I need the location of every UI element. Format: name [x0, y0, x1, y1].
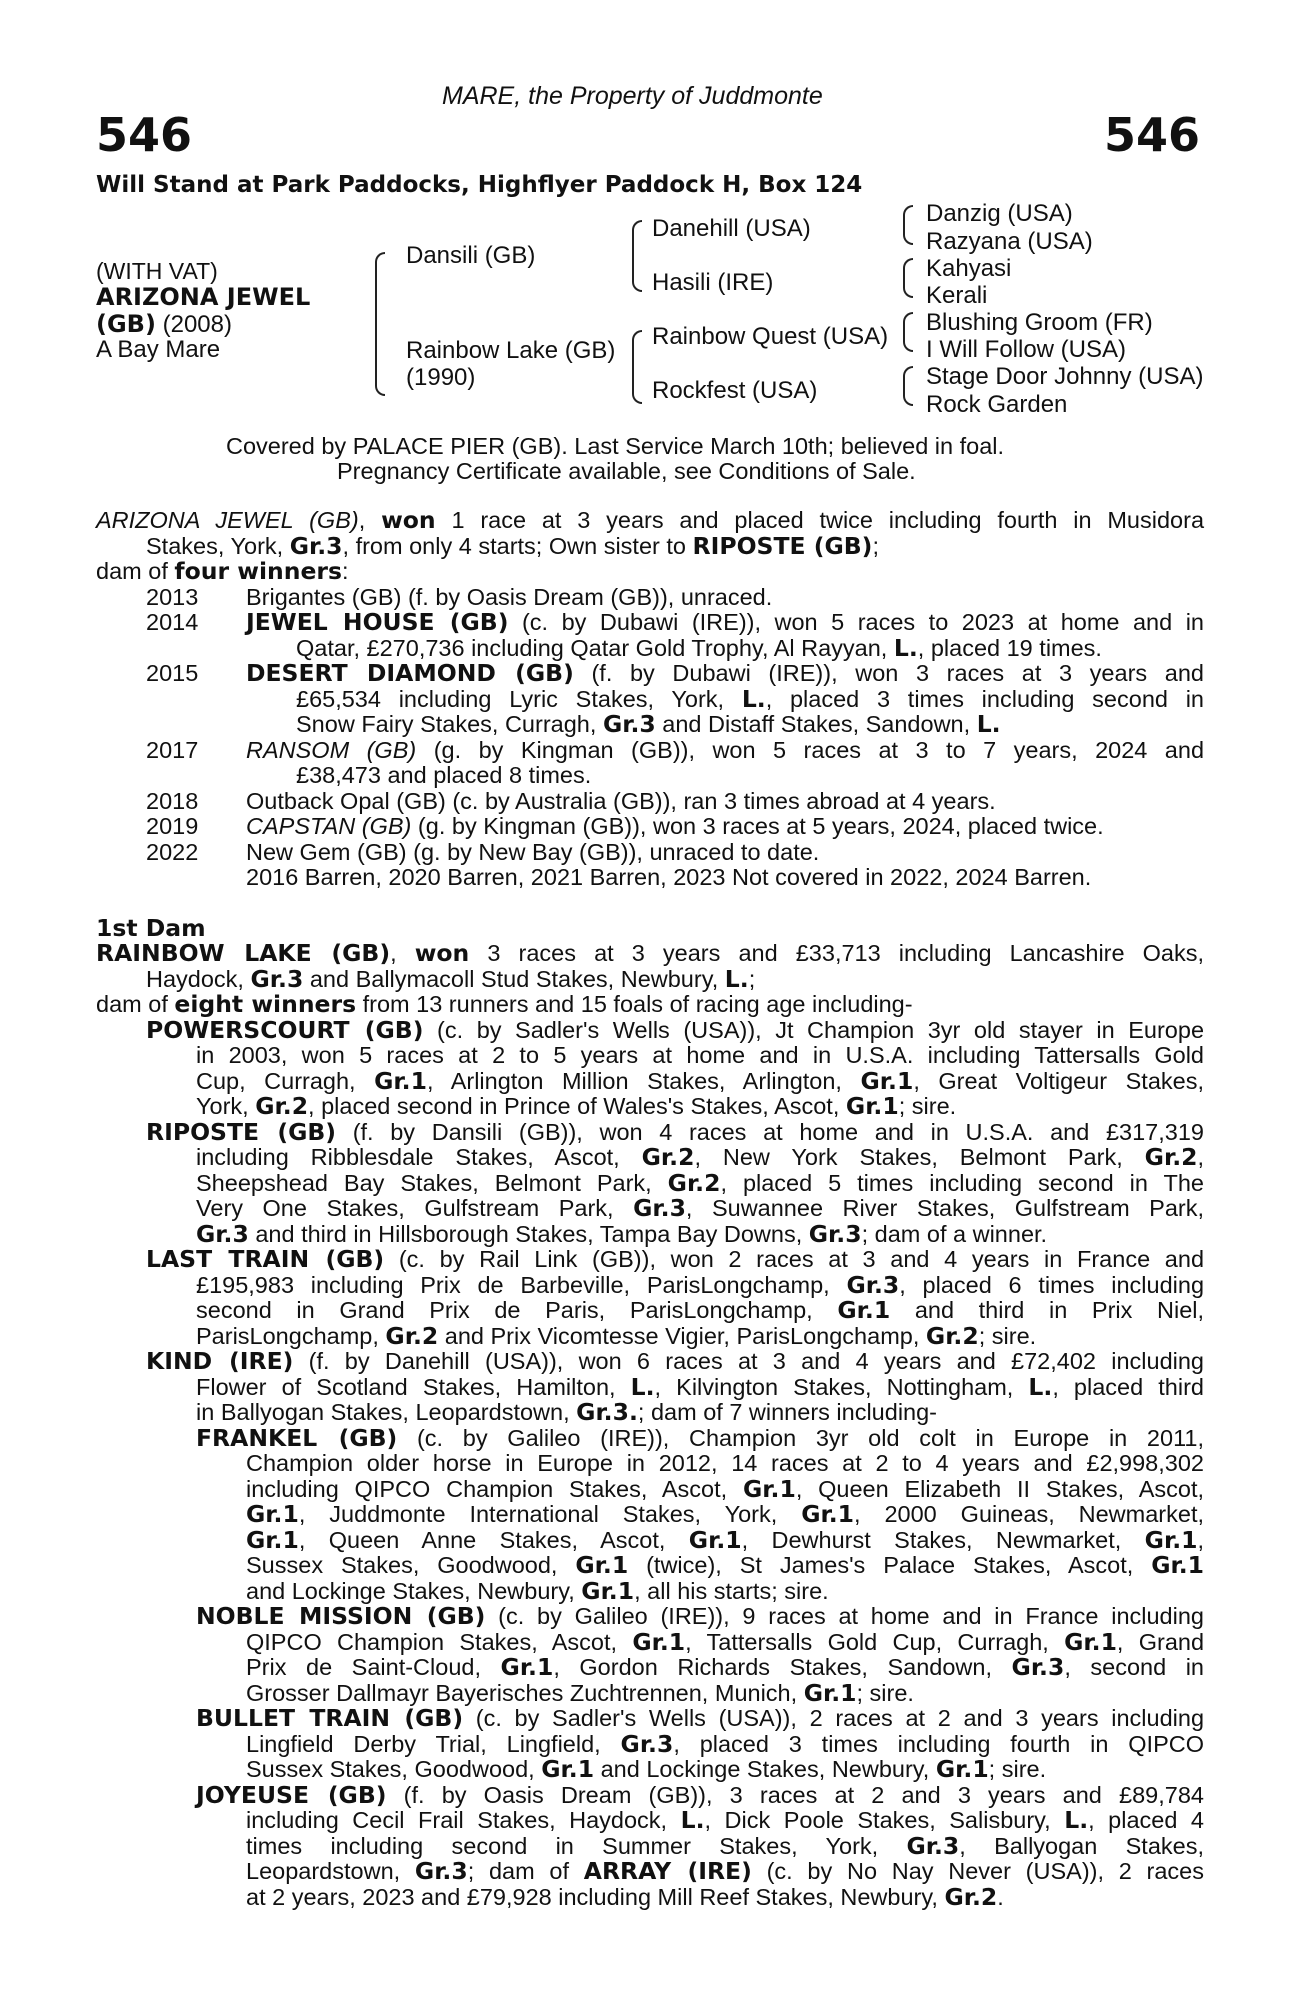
last-train-line-4: ParisLongchamp, Gr.2 and Prix Vicomtesse Vigier, ParisLongchamp, Gr.2; sire. — [196, 1321, 1037, 1350]
brace-ss — [903, 205, 913, 245]
joyeuse-line-4: Leopardstown, Gr.3; dam of ARRAY (IRE) (c. by No Nay Never (USA)), 2 races — [246, 1857, 1205, 1885]
pedigree-sire: Dansili (GB) — [406, 242, 536, 269]
produce-2022: 2022 New Gem (GB) (g. by New Bay (GB)), unraced to date. — [146, 838, 820, 865]
intro-line-2: Stakes, York, Gr.3, from only 4 starts; Own sister to RIPOSTE (GB); — [146, 531, 879, 560]
produce-2018: 2018 Outback Opal (GB) (c. by Australia (GB)), ran 3 times abroad at 4 years. — [146, 787, 996, 814]
first-dam-line-1: RAINBOW LAKE (GB), won 3 races at 3 years and £33,713 including Lancashire Oaks, — [96, 939, 1205, 967]
joyeuse-line-5: at 2 years, 2023 and £79,928 including Mill Reef Stakes, Newbury, Gr.2. — [246, 1882, 1004, 1911]
pedigree-dds: Stage Door Johnny (USA) — [926, 363, 1204, 390]
pedigree-sdd: Kerali — [926, 282, 988, 309]
pedigree-ss: Danehill (USA) — [652, 215, 811, 242]
covered-note: Covered by PALACE PIER (GB). Last Service March 10th; believed in foal. — [226, 433, 1005, 459]
first-dam-heading: 1st Dam — [96, 913, 206, 942]
produce-2015: 2015 DESERT DIAMOND (GB) (f. by Dubawi (IRE)), won 3 races at 3 years and — [146, 659, 1204, 687]
noble-mission-line-4: Grosser Dallmayr Bayerisches Zuchtrennen, Munich, Gr.1; sire. — [246, 1678, 914, 1707]
pedigree-sss: Danzig (USA) — [926, 200, 1073, 227]
powerscourt-line-3: Cup, Curragh, Gr.1, Arlington Million Stakes, Arlington, Gr.1, Great Voltigeur Stakes, — [196, 1066, 1205, 1095]
horse-description: A Bay Mare — [96, 336, 221, 363]
produce-2015-cont-2: Snow Fairy Stakes, Curragh, Gr.3 and Distaff Stakes, Sandown, L. — [296, 710, 1001, 738]
brace-main — [375, 252, 385, 396]
pedigree-sds: Kahyasi — [926, 255, 1012, 282]
frankel-line-6: Sussex Stakes, Goodwood, Gr.1 (twice), St James's Palace Stakes, Ascot, Gr.1 — [246, 1551, 1205, 1579]
pedigree-ds: Rainbow Quest (USA) — [652, 323, 889, 350]
pedigree-dss: Blushing Groom (FR) — [926, 309, 1153, 336]
stand-location: Will Stand at Park Paddocks, Highflyer Paddock H, Box 124 — [96, 172, 863, 198]
riposte-line-5: Gr.3 and third in Hillsborough Stakes, Tampa Bay Downs, Gr.3; dam of a winner. — [196, 1219, 1048, 1248]
joyeuse-line-3: times including second in Summer Stakes, York, Gr.3, Ballyogan Stakes, — [246, 1831, 1204, 1860]
joyeuse-line-1: JOYEUSE (GB) (f. by Oasis Dream (GB)), 3 races at 2 and 3 years and £89,784 — [196, 1780, 1204, 1809]
bullet-train-line-2: Lingfield Derby Trial, Lingfield, Gr.3, placed 3 times including fourth in QIPCO — [246, 1729, 1204, 1758]
produce-2019: 2019 CAPSTAN (GB) (g. by Kingman (GB)), won 3 races at 5 years, 2024, placed twice. — [146, 813, 1104, 839]
brace-ds — [903, 312, 913, 352]
first-dam-line-3: dam of eight winners from 13 runners and 15 foals of racing age including- — [96, 990, 913, 1018]
pregnancy-note: Pregnancy Certificate available, see Conditions of Sale. — [337, 458, 916, 484]
powerscourt-line-1: POWERSCOURT (GB) (c. by Sadler's Wells (USA)), Jt Champion 3yr old stayer in Europe — [146, 1015, 1205, 1044]
pedigree-dd: Rockfest (USA) — [652, 377, 818, 404]
pedigree-sd: Hasili (IRE) — [652, 269, 774, 296]
last-train-line-1: LAST TRAIN (GB) (c. by Rail Link (GB)), won 2 races at 3 and 4 years in France and — [146, 1245, 1205, 1273]
powerscourt-line-2: in 2003, won 5 races at 2 to 5 years at home and in U.S.A. including Tattersalls Gold — [196, 1042, 1204, 1068]
bullet-train-line-1: BULLET TRAIN (GB) (c. by Sadler's Wells (USA)), 2 races at 2 and 3 years including — [196, 1704, 1205, 1732]
noble-mission-line-1: NOBLE MISSION (GB) (c. by Galileo (IRE)), 9 races at home and in France including — [196, 1602, 1204, 1630]
produce-2014: 2014 JEWEL HOUSE (GB) (c. by Dubawi (IRE)), won 5 races to 2023 at home and in — [146, 608, 1205, 636]
kind-line-3: in Ballyogan Stakes, Leopardstown, Gr.3.; dam of 7 winners including- — [196, 1398, 938, 1426]
first-dam-line-2: Haydock, Gr.3 and Ballymacoll Stud Stakes, Newbury, L.; — [146, 964, 756, 993]
bullet-train-line-3: Sussex Stakes, Goodwood, Gr.1 and Lockinge Stakes, Newbury, Gr.1; sire. — [246, 1755, 1047, 1783]
kind-line-2: Flower of Scotland Stakes, Hamilton, L., Kilvington Stakes, Nottingham, L., placed third — [196, 1372, 1204, 1401]
pedigree-ddd: Rock Garden — [926, 391, 1068, 418]
pedigree-ssd: Razyana (USA) — [926, 228, 1093, 255]
joyeuse-line-2: including Cecil Frail Stakes, Haydock, L., Dick Poole Stakes, Salisbury, L., placed 4 — [246, 1806, 1205, 1834]
lot-number-right: 546 — [1103, 108, 1200, 162]
pedigree-dam-year: (1990) — [406, 364, 476, 391]
pedigree-dam: Rainbow Lake (GB) — [406, 337, 616, 364]
brace-sire — [632, 220, 642, 292]
frankel-line-7: and Lockinge Stakes, Newbury, Gr.1, all his starts; sire. — [246, 1576, 829, 1605]
produce-barren-years: 2016 Barren, 2020 Barren, 2021 Barren, 2023 Not covered in 2022, 2024 Barren. — [246, 864, 1092, 890]
noble-mission-line-2: QIPCO Champion Stakes, Ascot, Gr.1, Tattersalls Gold Cup, Curragh, Gr.1, Grand — [246, 1627, 1205, 1656]
intro-line-3: dam of four winners: — [96, 557, 349, 585]
riposte-line-2: including Ribblesdale Stakes, Ascot, Gr.2, New York Stakes, Belmont Park, Gr.2, — [196, 1143, 1205, 1171]
produce-2017: 2017 RANSOM (GB) (g. by Kingman (GB)), won 5 races at 3 to 7 years, 2024 and — [146, 736, 1205, 763]
lot-number-left: 546 — [96, 108, 193, 162]
riposte-line-1: RIPOSTE (GB) (f. by Dansili (GB)), won 4 races at home and in U.S.A. and £317,319 — [146, 1117, 1204, 1146]
frankel-line-4: Gr.1, Juddmonte International Stakes, York, Gr.1, 2000 Guineas, Newmarket, — [246, 1500, 1204, 1528]
frankel-line-3: including QIPCO Champion Stakes, Ascot, Gr.1, Queen Elizabeth II Stakes, Ascot, — [246, 1474, 1205, 1503]
pedigree-dsd: I Will Follow (USA) — [926, 336, 1127, 363]
brace-dd — [903, 366, 913, 406]
page-subtitle: MARE, the Property of Juddmonte — [442, 82, 823, 110]
produce-2013: 2013 Brigantes (GB) (f. by Oasis Dream (GB)), unraced. — [146, 583, 773, 610]
riposte-line-3: Sheepshead Bay Stakes, Belmont Park, Gr.2, placed 5 times including second in The — [196, 1168, 1204, 1197]
powerscourt-line-4: York, Gr.2, placed second in Prince of Wales's Stakes, Ascot, Gr.1; sire. — [196, 1092, 957, 1120]
intro-line-1: ARIZONA JEWEL (GB), won 1 race at 3 years and placed twice including fourth in Musidora — [96, 506, 1205, 534]
produce-2017-cont: £38,473 and placed 8 times. — [296, 762, 592, 788]
last-train-line-3: second in Grand Prix de Paris, ParisLongchamp, Gr.1 and third in Prix Niel, — [196, 1296, 1205, 1324]
frankel-line-2: Champion older horse in Europe in 2012, 14 races at 2 to 4 years and £2,998,302 — [246, 1450, 1204, 1476]
produce-2015-cont-1: £65,534 including Lyric Stakes, York, L., placed 3 times including second in — [296, 684, 1204, 713]
last-train-line-2: £195,983 including Prix de Barbeville, ParisLongchamp, Gr.3, placed 6 times including — [196, 1270, 1205, 1299]
frankel-line-5: Gr.1, Queen Anne Stakes, Ascot, Gr.1, Dewhurst Stakes, Newmarket, Gr.1, — [246, 1525, 1205, 1554]
produce-2014-cont: Qatar, £270,736 including Qatar Gold Trophy, Al Rayyan, L., placed 19 times. — [296, 633, 1102, 662]
catalogue-body — [96, 508, 1204, 1910]
vat-note: (WITH VAT) — [96, 258, 218, 284]
brace-sd — [903, 258, 913, 298]
brace-dam — [632, 330, 642, 404]
horse-origin-year: (GB) (2008) — [96, 310, 232, 338]
riposte-line-4: Very One Stakes, Gulfstream Park, Gr.3, Suwannee River Stakes, Gulfstream Park, — [196, 1194, 1205, 1222]
kind-line-1: KIND (IRE) (f. by Danehill (USA)), won 6 races at 3 and 4 years and £72,402 including — [146, 1347, 1204, 1375]
noble-mission-line-3: Prix de Saint-Cloud, Gr.1, Gordon Richards Stakes, Sandown, Gr.3, second in — [246, 1653, 1204, 1681]
horse-name: ARIZONA JEWEL — [96, 283, 311, 311]
frankel-line-1: FRANKEL (GB) (c. by Galileo (IRE)), Champion 3yr old colt in Europe in 2011, — [196, 1423, 1204, 1452]
